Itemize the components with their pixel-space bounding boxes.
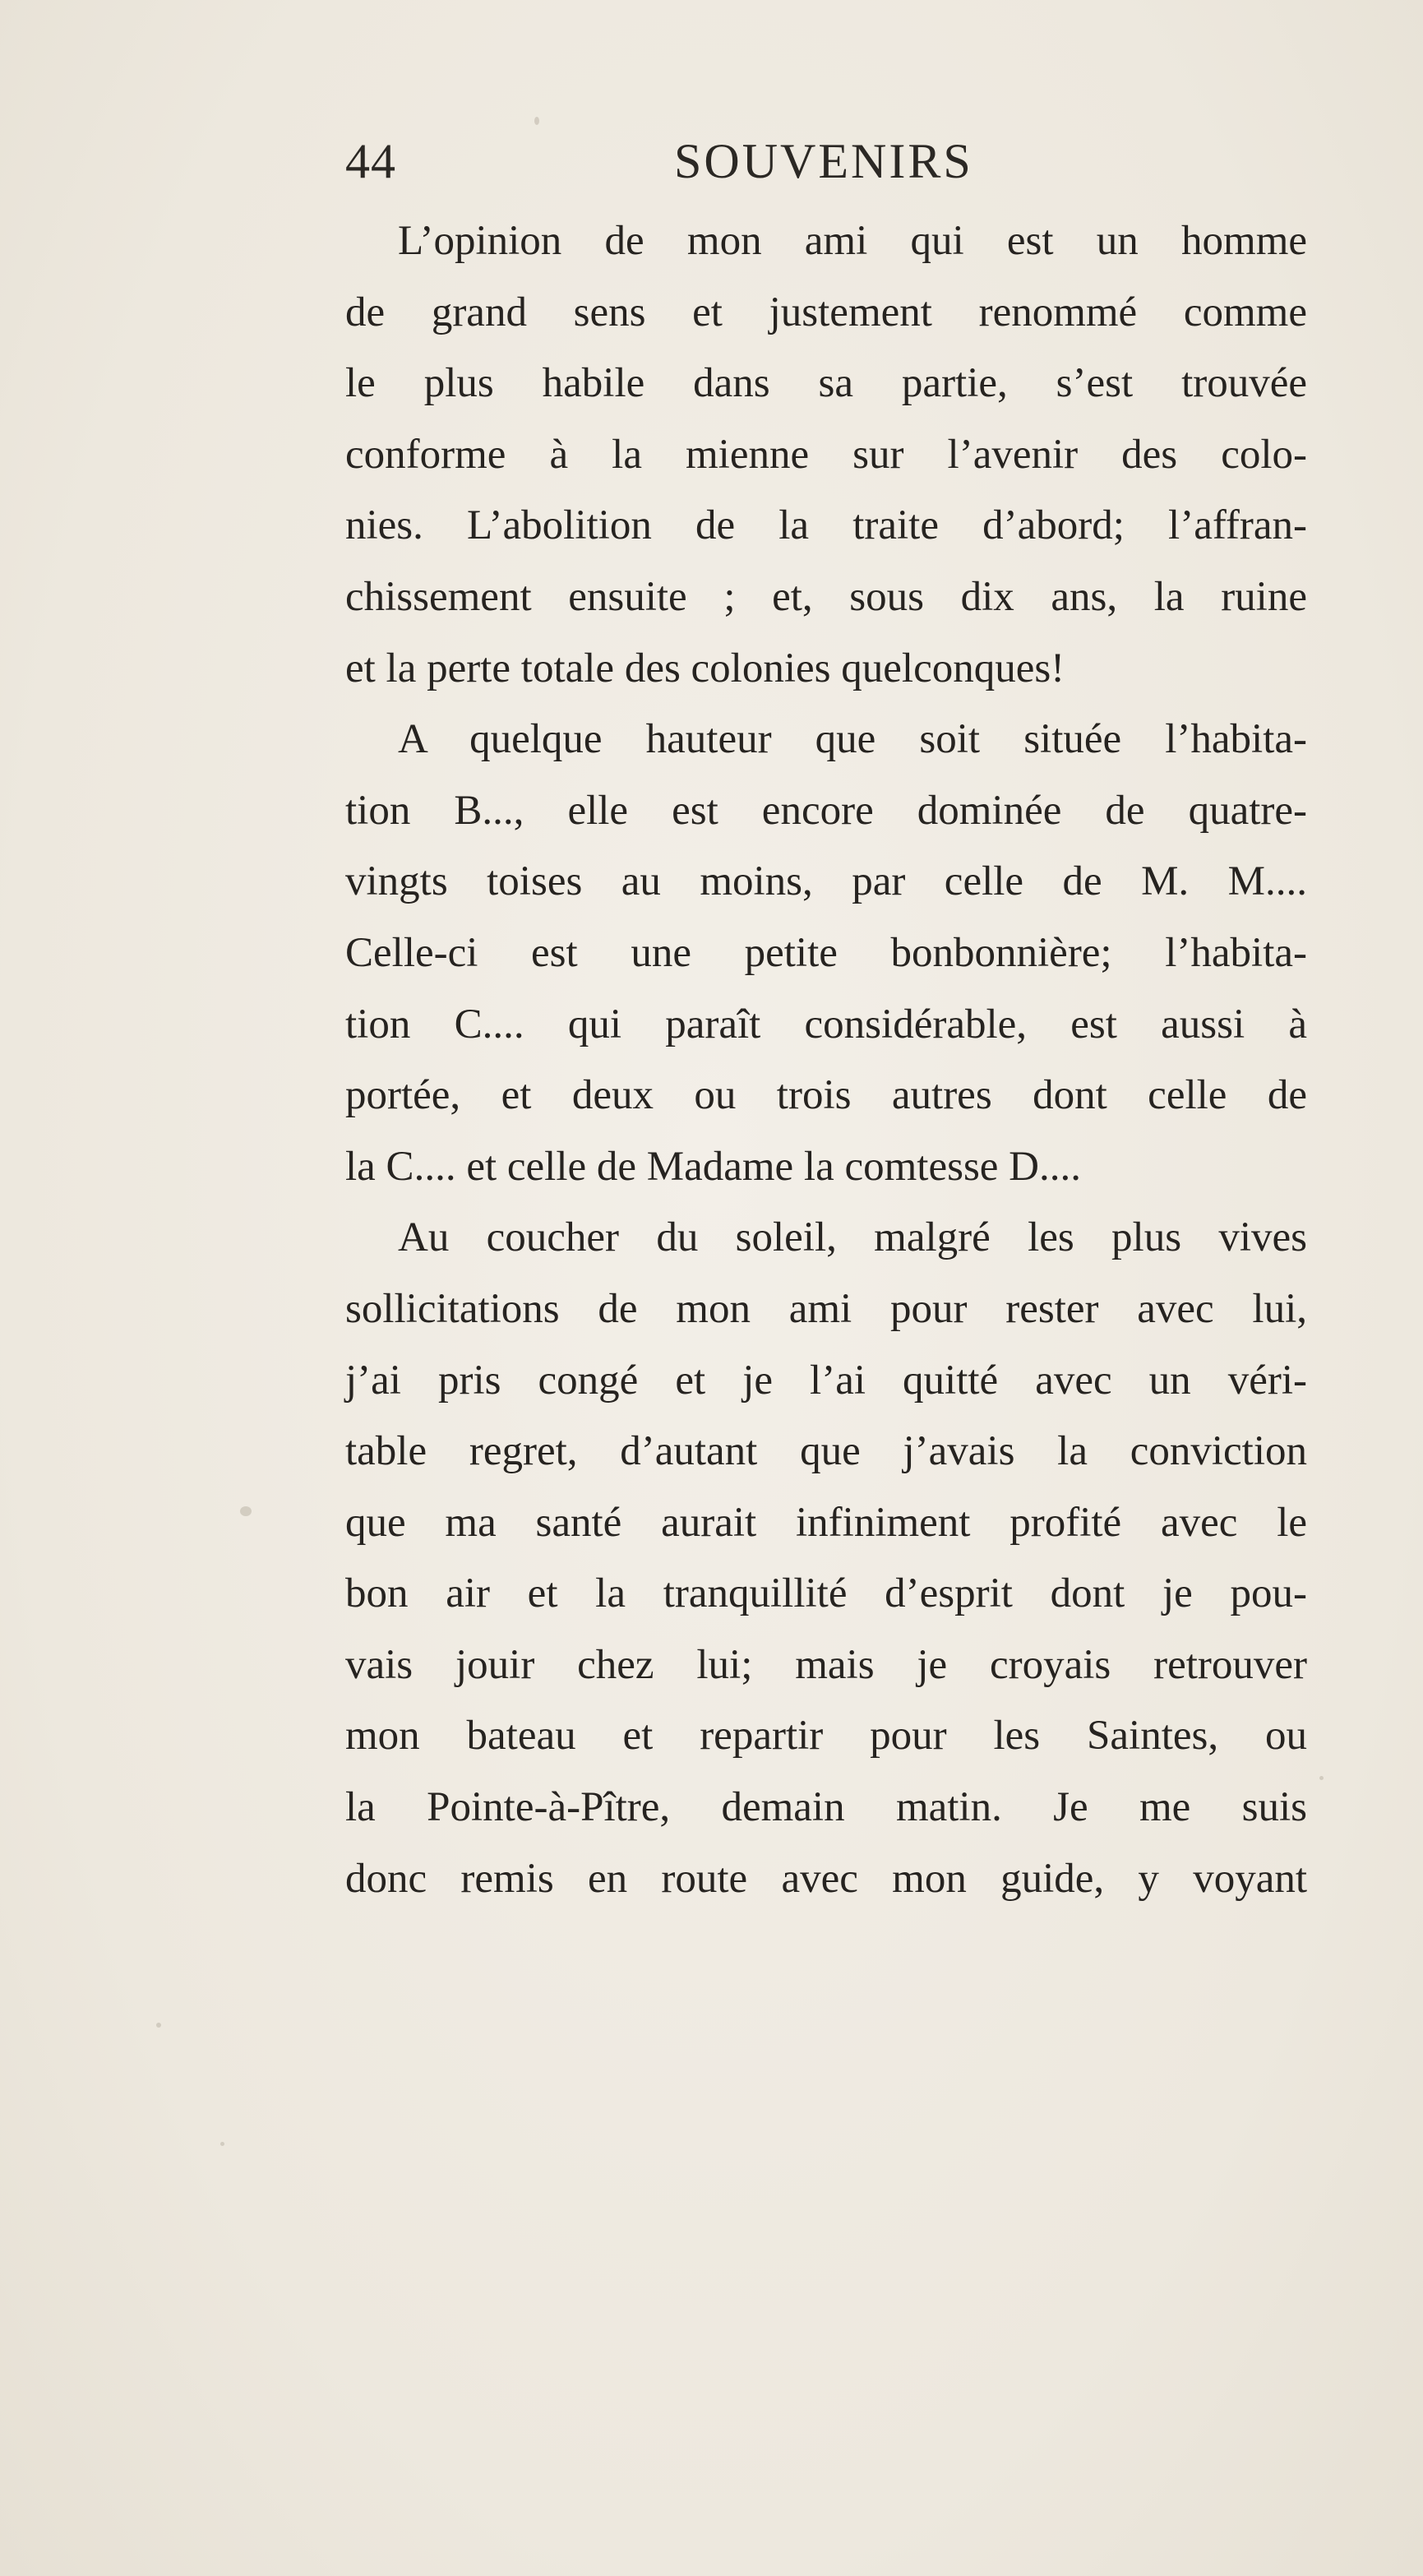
text-line: vais jouir chez lui; mais je croyais retrouver [345,1641,1307,1688]
text-line: et la perte totale des colonies quelconques! [345,645,1065,691]
paper-spot [220,2142,224,2146]
text-line: sollicitations de mon ami pour rester avec lui, [345,1285,1307,1332]
text-line: que ma santé aurait infiniment profité avec le [345,1499,1307,1546]
text-line: bon air et la tranquillité d’esprit dont je pou- [345,1570,1307,1617]
text-line: de grand sens et justement renommé comme [345,289,1307,335]
text-line: la Pointe-à-Pître, demain matin. Je me suis [345,1784,1307,1831]
body-text [345,206,1307,1914]
text-line: mon bateau et repartir pour les Saintes, ou [345,1713,1307,1760]
paragraph-1 [345,206,1307,704]
text-line: tion C.... qui paraît considérable, est aussi à [345,1001,1307,1048]
text-line: tion B..., elle est encore dominée de quatre- [345,787,1307,834]
text-line: Au coucher du soleil, malgré les plus vives [398,1214,1307,1261]
text-line: conforme à la mienne sur l’avenir des colo- [345,431,1307,478]
text-line: portée, et deux ou trois autres dont celle de [345,1072,1307,1119]
paragraph-2 [345,704,1307,1202]
running-title: SOUVENIRS [674,134,973,188]
text-line: L’opinion de mon ami qui est un homme [398,218,1307,264]
text-line: vingts toises au moins, par celle de M. M.... [345,858,1307,905]
page-header [345,123,1307,197]
text-line: nies. L’abolition de la traite d’abord; l’affran- [345,502,1307,549]
text-line: donc remis en route avec mon guide, y voyant [345,1855,1307,1902]
paragraph-3 [345,1202,1307,1914]
text-line: table regret, d’autant que j’avais la conviction [345,1428,1307,1475]
text-line: j’ai pris congé et je l’ai quitté avec un véri- [345,1357,1307,1404]
text-line: A quelque hauteur que soit située l’habita- [398,716,1307,763]
text-line: chissement ensuite ; et, sous dix ans, la ruine [345,573,1307,620]
text-line: le plus habile dans sa partie, s’est trouvée [345,360,1307,407]
text-line: la C.... et celle de Madame la comtesse D.... [345,1143,1082,1190]
paper-spot [156,2023,161,2028]
text-line: Celle-ci est une petite bonbonnière; l’habita- [345,929,1307,976]
page-number: 44 [345,134,396,188]
paper-spot [240,1506,252,1516]
paper-spot [1319,1776,1324,1780]
